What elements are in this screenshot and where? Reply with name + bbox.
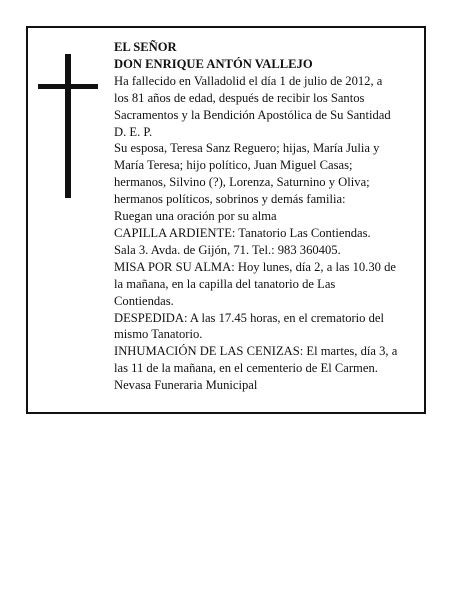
rest-in-peace: D. E. P. [114,124,153,139]
deceased-name: DON ENRIQUE ANTÓN VALLEJO [114,56,313,71]
family-line: María Teresa; hijo político, Juan Miguel Casas; [114,158,353,173]
family-line: Su esposa, Teresa Sanz Reguero; hijas, María Julia y [114,141,380,156]
chapel-line: CAPILLA ARDIENTE: Tanatorio Las Contiendas. [114,225,371,240]
cross-icon [38,54,98,198]
family-line: hermanos, Silvino (?), Lorenza, Saturnino y Oliva; [114,175,370,190]
farewell-line: DESPEDIDA: A las 17.45 horas, en el crematorio del [114,310,385,325]
notice-title: EL SEÑOR [114,40,177,54]
cross-horizontal-bar [38,84,98,89]
cross-vertical-bar [65,54,71,198]
mass-line: Contiendas. [114,293,174,308]
mass-line: MISA POR SU ALMA: Hoy lunes, día 2, a las 10.30 de [114,259,396,274]
prayer-request: Ruegan una oración por su alma [114,209,277,224]
family-line: hermanos políticos, sobrinos y demás familia: [114,192,346,207]
chapel-line: Sala 3. Avda. de Gijón, 71. Tel.: 983 360405. [114,242,341,257]
obituary-text [114,39,416,394]
ashes-line: las 11 de la mañana, en el cementerio de El Carmen. [114,361,378,376]
farewell-line: mismo Tanatorio. [114,327,203,342]
death-announcement-line: Ha fallecido en Valladolid el día 1 de julio de 2012, a [114,73,383,88]
funeral-home: Nevasa Funeraria Municipal [114,378,258,393]
death-announcement-line: Sacramentos y la Bendición Apostólica de Su Santidad [114,107,391,122]
death-announcement-line: los 81 años de edad, después de recibir los Santos [114,90,365,105]
ashes-line: INHUMACIÓN DE LAS CENIZAS: El martes, día 3, a [114,344,398,359]
mass-line: la mañana, en la capilla del tanatorio de Las [114,276,336,291]
